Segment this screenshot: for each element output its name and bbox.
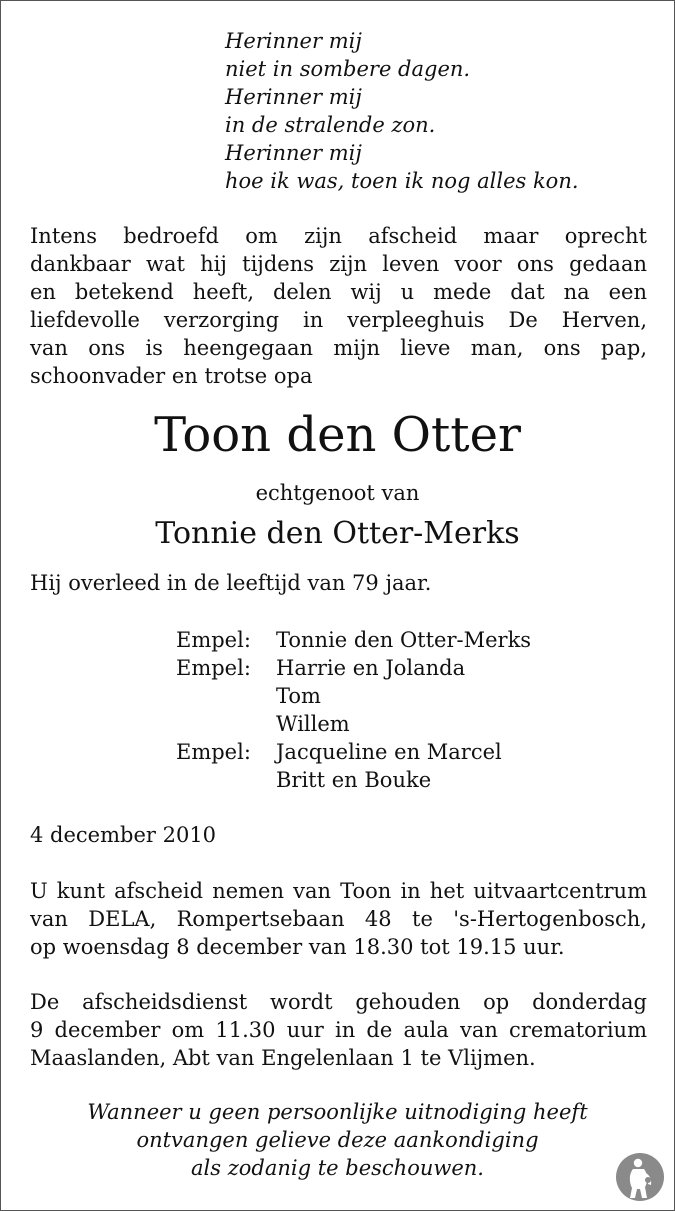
closing-line: ontvangen gelieve deze aankondiging <box>136 1128 539 1152</box>
family-place <box>176 682 276 710</box>
intro-line: Intens bedroefd om zijn afscheid maar oprecht <box>30 224 647 248</box>
service-paragraph <box>30 988 647 1072</box>
service-line: De afscheidsdienst wordt gehouden op donderdag <box>30 990 647 1014</box>
family-names: Britt en Bouke <box>276 768 432 792</box>
family-names: Harrie en Jolanda <box>276 656 466 680</box>
poem-line: in de stralende zon. <box>225 113 436 137</box>
poem-line: hoe ik was, toen ik nog alles kon. <box>225 169 579 193</box>
poem-line: niet in sombere dagen. <box>225 57 471 81</box>
spouse-label: echtgenoot van <box>255 481 420 505</box>
family-row <box>176 682 531 710</box>
poem-line: Herinner mij <box>225 29 362 53</box>
intro-line: van ons is heengegaan mijn lieve man, ons pap, <box>30 336 647 360</box>
farewell-line: op woensdag 8 december van 18.30 tot 19.15 uur. <box>30 935 565 959</box>
deceased-name: Toon den Otter <box>154 407 521 463</box>
farewell-line: U kunt afscheid nemen van Toon in het uitvaartcentrum <box>30 879 647 903</box>
family-names: Jacqueline en Marcel <box>276 740 502 764</box>
closing-line: Wanneer u geen persoonlijke uitnodiging heeft <box>87 1100 588 1124</box>
family-names: Tom <box>276 684 321 708</box>
memorial-figure-icon <box>615 1152 665 1202</box>
closing-note <box>1 1098 674 1182</box>
family-names: Willem <box>276 712 350 736</box>
family-place: Empel: <box>176 656 251 680</box>
family-row <box>176 738 531 766</box>
age-statement: Hij overleed in de leeftijd van 79 jaar. <box>30 571 432 595</box>
family-row <box>176 626 531 654</box>
farewell-paragraph <box>30 877 647 961</box>
family-row <box>176 766 531 794</box>
intro-line: dankbaar wat hij tijdens zijn leven voor ons gedaan <box>30 252 647 276</box>
intro-paragraph <box>30 222 647 390</box>
family-row <box>176 654 531 682</box>
closing-line: als zodanig te beschouwen. <box>191 1156 484 1180</box>
farewell-line: van DELA, Rompertsebaan 48 te 's-Hertogenbosch, <box>30 907 647 931</box>
family-row <box>176 710 531 738</box>
intro-line: schoonvader en trotse opa <box>30 364 313 388</box>
service-line: 9 december om 11.30 uur in de aula van crematorium <box>30 1018 647 1042</box>
service-line: Maaslanden, Abt van Engelenlaan 1 te Vlijmen. <box>30 1046 536 1070</box>
poem-line: Herinner mij <box>225 141 362 165</box>
family-list <box>176 626 531 794</box>
family-place <box>176 710 276 738</box>
spouse-name: Tonnie den Otter-Merks <box>155 516 520 551</box>
intro-line: en betekend heeft, delen wij u mede dat na een <box>30 280 647 304</box>
poem <box>225 27 579 195</box>
family-place: Empel: <box>176 628 251 652</box>
notice-date: 4 december 2010 <box>30 823 217 847</box>
family-place <box>176 766 276 794</box>
family-names: Tonnie den Otter-Merks <box>276 628 532 652</box>
intro-line: liefdevolle verzorging in verpleeghuis De Herven, <box>30 308 647 332</box>
family-place: Empel: <box>176 740 251 764</box>
poem-line: Herinner mij <box>225 85 362 109</box>
